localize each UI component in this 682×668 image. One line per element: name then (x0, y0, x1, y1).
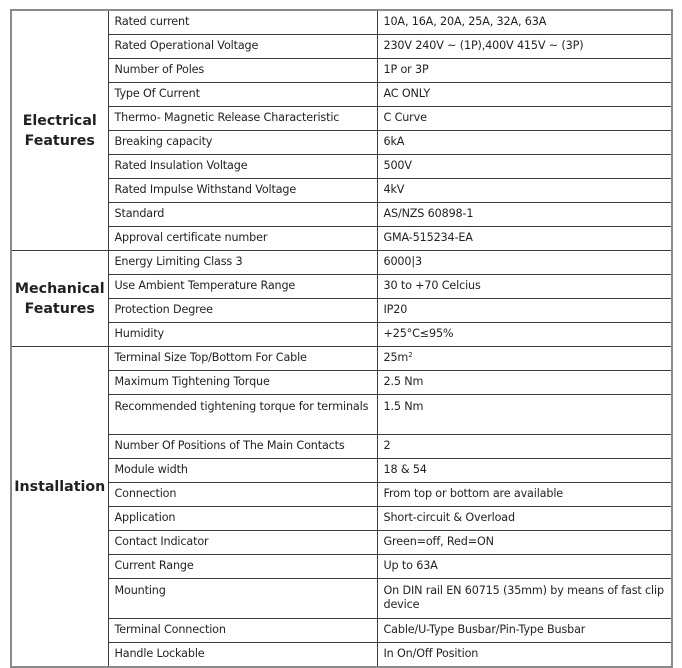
table-row (11, 155, 672, 179)
spec-label: Terminal Size Top/Bottom For Cable (108, 347, 377, 371)
group-label-line: Features (24, 300, 95, 317)
table-row (11, 10, 672, 35)
spec-label: Thermo- Magnetic Release Characteristic (108, 107, 377, 131)
spec-label: Humidity (108, 323, 377, 347)
spec-label: Terminal Connection (108, 619, 377, 643)
table-row (11, 619, 672, 643)
spec-value-text: 25m (383, 351, 409, 364)
spec-value: 500V (377, 155, 672, 179)
spec-label: Approval certificate number (108, 227, 377, 251)
spec-value: In On/Off Position (377, 643, 672, 668)
spec-label: Application (108, 507, 377, 531)
table-row (11, 203, 672, 227)
spec-label: Mounting (108, 579, 377, 619)
spec-label: Energy Limiting Class 3 (108, 251, 377, 275)
spec-label: Breaking capacity (108, 131, 377, 155)
spec-label: Use Ambient Temperature Range (108, 275, 377, 299)
spec-value: Short-circuit & Overload (377, 507, 672, 531)
group-mechanical-features (11, 251, 108, 347)
table-row (11, 555, 672, 579)
specification-table (10, 9, 673, 668)
table-row (11, 323, 672, 347)
spec-value: GMA-515234-EA (377, 227, 672, 251)
spec-label: Handle Lockable (108, 643, 377, 668)
spec-value: 4kV (377, 179, 672, 203)
table-row (11, 131, 672, 155)
group-installation (11, 347, 108, 668)
spec-label: Standard (108, 203, 377, 227)
spec-value: On DIN rail EN 60715 (35mm) by means of fast clip device (377, 579, 672, 619)
spec-value: 6000|3 (377, 251, 672, 275)
spec-value: 2.5 Nm (377, 371, 672, 395)
spec-label: Type Of Current (108, 83, 377, 107)
spec-value: 6kA (377, 131, 672, 155)
group-label-line: Mechanical (14, 280, 105, 297)
spec-value: 1P or 3P (377, 59, 672, 83)
table-row (11, 35, 672, 59)
table-row (11, 347, 672, 371)
spec-value: 30 to +70 Celcius (377, 275, 672, 299)
spec-value: IP20 (377, 299, 672, 323)
spec-label: Protection Degree (108, 299, 377, 323)
spec-label: Module width (108, 459, 377, 483)
group-label-line: Features (24, 132, 95, 149)
spec-label: Recommended tightening torque for terminals (108, 395, 377, 435)
table-row (11, 371, 672, 395)
table-row (11, 179, 672, 203)
spec-label: Current Range (108, 555, 377, 579)
spec-value: 2 (377, 435, 672, 459)
spec-value: Green=off, Red=ON (377, 531, 672, 555)
spec-value: 18 & 54 (377, 459, 672, 483)
spec-value (377, 347, 672, 371)
spec-value: 230V 240V ~ (1P),400V 415V ~ (3P) (377, 35, 672, 59)
table-row (11, 579, 672, 619)
table-row (11, 59, 672, 83)
table-row (11, 459, 672, 483)
table-row (11, 227, 672, 251)
spec-value: C Curve (377, 107, 672, 131)
spec-value: AS/NZS 60898-1 (377, 203, 672, 227)
superscript: 2 (408, 351, 413, 359)
table-row (11, 643, 672, 668)
table-row (11, 107, 672, 131)
spec-value: Up to 63A (377, 555, 672, 579)
spec-value: 1.5 Nm (377, 395, 672, 435)
spec-label: Rated current (108, 10, 377, 35)
spec-value: From top or bottom are available (377, 483, 672, 507)
group-label-line: Installation (14, 478, 106, 495)
table-row (11, 435, 672, 459)
spec-value: Cable/U-Type Busbar/Pin-Type Busbar (377, 619, 672, 643)
spec-label: Number Of Positions of The Main Contacts (108, 435, 377, 459)
table-row (11, 275, 672, 299)
spec-label: Rated Impulse Withstand Voltage (108, 179, 377, 203)
spec-label: Number of Poles (108, 59, 377, 83)
spec-label: Maximum Tightening Torque (108, 371, 377, 395)
table-row (11, 251, 672, 275)
table-row (11, 483, 672, 507)
spec-value: 10A, 16A, 20A, 25A, 32A, 63A (377, 10, 672, 35)
spec-value: +25°C≤95% (377, 323, 672, 347)
table-row (11, 507, 672, 531)
spec-value: AC ONLY (377, 83, 672, 107)
group-label-line: Electrical (22, 112, 97, 129)
spec-label: Rated Insulation Voltage (108, 155, 377, 179)
spec-label: Contact Indicator (108, 531, 377, 555)
table-row (11, 531, 672, 555)
table-row (11, 83, 672, 107)
table-row (11, 395, 672, 435)
table-row (11, 299, 672, 323)
spec-label: Rated Operational Voltage (108, 35, 377, 59)
group-electrical-features (11, 10, 108, 251)
spec-label: Connection (108, 483, 377, 507)
